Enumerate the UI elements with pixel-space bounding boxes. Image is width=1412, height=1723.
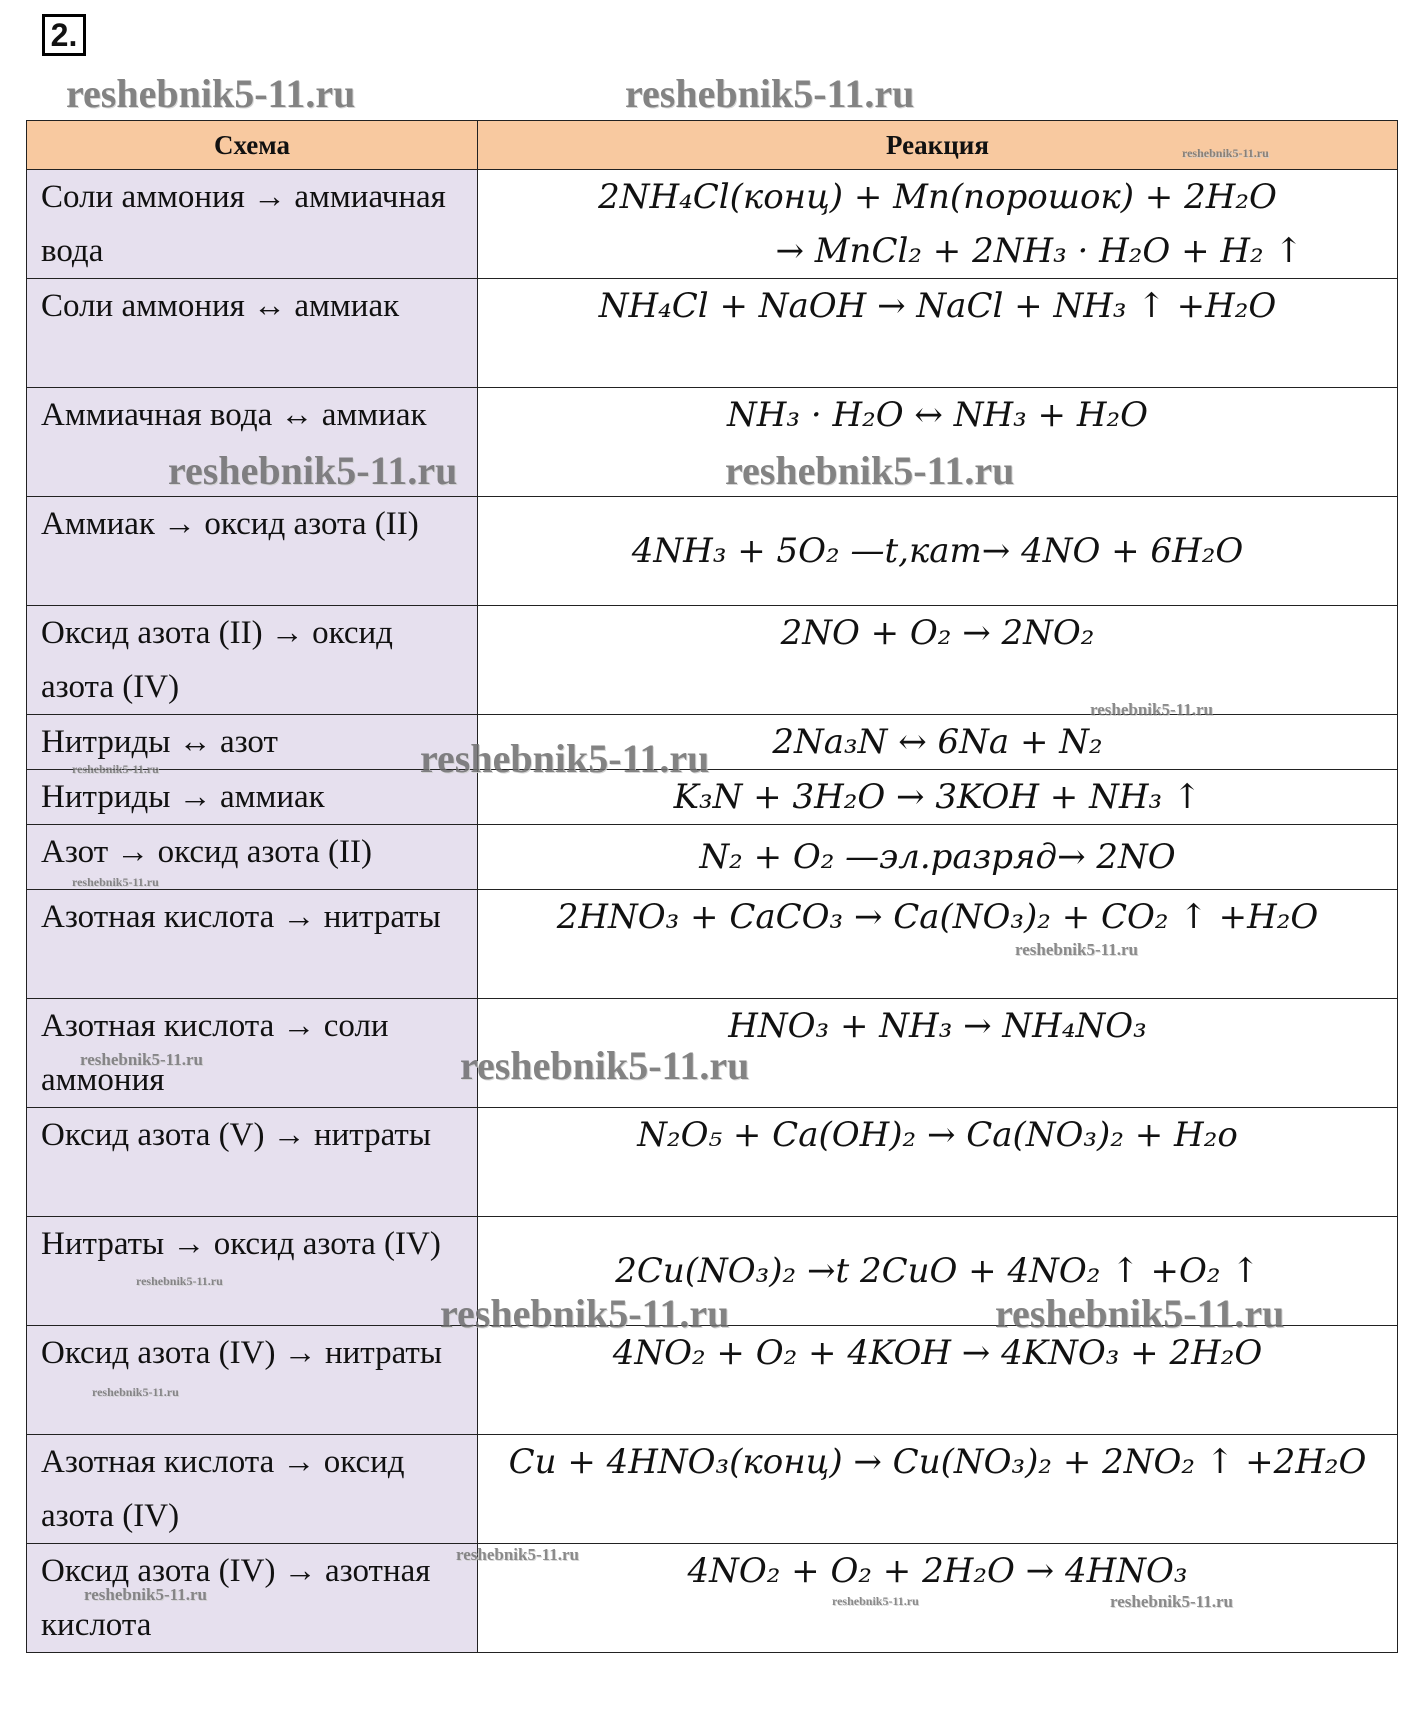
watermark: reshebnik5-11.ru — [440, 1291, 730, 1336]
reaction-cell — [478, 715, 1398, 770]
reaction-cell — [478, 999, 1398, 1108]
watermark: reshebnik5-11.ru — [72, 875, 159, 889]
reaction-cell — [478, 1217, 1398, 1326]
reaction-line: N₂ + O₂ —эл.разряд→ 2NO — [699, 837, 1176, 877]
watermark: reshebnik5-11.ru — [1110, 1592, 1233, 1611]
reaction-line: 2NH₄Cl(конц) + Mn(порошок) + 2H₂O — [598, 177, 1277, 217]
watermark: reshebnik5-11.ru — [460, 1043, 750, 1088]
watermark: reshebnik5-11.ru — [72, 762, 159, 776]
table-row — [27, 1108, 1398, 1217]
watermark: reshebnik5-11.ru — [136, 1274, 223, 1288]
reaction-line: K₃N + 3H₂O → 3KOH + NH₃ ↑ — [673, 777, 1202, 817]
watermark: reshebnik5-11.ru — [1090, 700, 1213, 719]
watermark: reshebnik5-11.ru — [84, 1585, 207, 1604]
watermark: reshebnik5-11.ru — [1015, 940, 1138, 959]
scheme-cell: Оксид азота (IV) → нитраты — [27, 1326, 478, 1435]
table-row — [27, 606, 1398, 715]
scheme-cell: Аммиачная вода ↔ аммиак — [27, 388, 478, 497]
reaction-cell — [478, 1108, 1398, 1217]
table-row — [27, 770, 1398, 825]
watermark: reshebnik5-11.ru — [995, 1291, 1285, 1336]
reaction-cell — [478, 170, 1398, 279]
header-reaction: Реакция — [478, 121, 1398, 170]
reaction-line: → MnCl₂ + 2NH₃ · H₂O + H₂ ↑ — [775, 231, 1303, 271]
table-row — [27, 715, 1398, 770]
reaction-cell — [478, 279, 1398, 388]
table-header-row — [27, 121, 1398, 170]
table-row — [27, 890, 1398, 999]
watermark: reshebnik5-11.ru — [832, 1594, 919, 1608]
scheme-cell: Оксид азота (IV) → азотная кислота — [27, 1544, 478, 1653]
table-row — [27, 1544, 1398, 1653]
watermark: reshebnik5-11.ru — [80, 1050, 203, 1069]
reaction-line: HNO₃ + NH₃ → NH₄NO₃ — [728, 1006, 1147, 1046]
reaction-line: 4NO₂ + O₂ + 2H₂O → 4HNO₃ — [687, 1551, 1188, 1591]
watermark: reshebnik5-11.ru — [456, 1545, 579, 1564]
watermark: reshebnik5-11.ru — [725, 448, 1015, 493]
scheme-cell: Оксид азота (II) → оксид азота (IV) — [27, 606, 478, 715]
table-row — [27, 388, 1398, 497]
reaction-cell — [478, 825, 1398, 890]
reaction-line: NH₄Cl + NaOH → NaCl + NH₃ ↑ +H₂O — [598, 286, 1277, 326]
reaction-cell — [478, 606, 1398, 715]
reaction-cell — [478, 770, 1398, 825]
reaction-cell — [478, 1544, 1398, 1653]
table-row — [27, 1435, 1398, 1544]
scheme-cell: Аммиак → оксид азота (II) — [27, 497, 478, 606]
table-row — [27, 497, 1398, 606]
table-row — [27, 1217, 1398, 1326]
reaction-cell — [478, 890, 1398, 999]
watermark: reshebnik5-11.ru — [66, 71, 356, 116]
task-number: 2. — [42, 14, 86, 56]
reaction-line: 2HNO₃ + CaCO₃ → Ca(NO₃)₂ + CO₂ ↑ +H₂O — [556, 897, 1319, 937]
header-scheme: Схема — [27, 121, 478, 170]
scheme-cell: Нитраты → оксид азота (IV) — [27, 1217, 478, 1326]
table-row — [27, 279, 1398, 388]
scheme-cell: Азот → оксид азота (II) — [27, 825, 478, 890]
scheme-cell: Оксид азота (V) → нитраты — [27, 1108, 478, 1217]
reaction-line: 2Na₃N ↔ 6Na + N₂ — [772, 722, 1103, 762]
reaction-line: 4NO₂ + O₂ + 4KOH → 4KNO₃ + 2H₂O — [612, 1333, 1263, 1373]
reaction-line: N₂O₅ + Ca(OH)₂ → Ca(NO₃)₂ + H₂o — [637, 1115, 1238, 1155]
reaction-line: NH₃ · H₂O ↔ NH₃ + H₂O — [727, 395, 1148, 435]
reaction-cell — [478, 388, 1398, 497]
reaction-line: 2Cu(NO₃)₂ →t 2CuO + 4NO₂ ↑ +O₂ ↑ — [615, 1251, 1260, 1291]
reaction-cell — [478, 1435, 1398, 1544]
reaction-cell — [478, 1326, 1398, 1435]
reaction-cell — [478, 497, 1398, 606]
reaction-line: 2NO + O₂ → 2NO₂ — [780, 613, 1095, 653]
table-row — [27, 825, 1398, 890]
scheme-cell: Азотная кислота → нитраты — [27, 890, 478, 999]
table-row — [27, 999, 1398, 1108]
table-row — [27, 170, 1398, 279]
reactions-table — [26, 120, 1398, 1653]
watermark: reshebnik5-11.ru — [420, 736, 710, 781]
watermark: reshebnik5-11.ru — [168, 448, 458, 493]
scheme-cell: Нитриды ↔ азот — [27, 715, 478, 770]
watermark: reshebnik5-11.ru — [1182, 146, 1269, 160]
reaction-line: 4NH₃ + 5O₂ —t,кат→ 4NO + 6H₂O — [631, 531, 1244, 571]
scheme-cell: Азотная кислота → оксид азота (IV) — [27, 1435, 478, 1544]
scheme-cell: Соли аммония → аммиачная вода — [27, 170, 478, 279]
reaction-line: Cu + 4HNO₃(конц) → Cu(NO₃)₂ + 2NO₂ ↑ +2H₂O — [508, 1442, 1367, 1482]
scheme-cell: Соли аммония ↔ аммиак — [27, 279, 478, 388]
watermark: reshebnik5-11.ru — [92, 1385, 179, 1399]
scheme-cell: Азотная кислота → соли аммония — [27, 999, 478, 1108]
watermark: reshebnik5-11.ru — [625, 71, 915, 116]
scheme-cell: Нитриды → аммиак — [27, 770, 478, 825]
table-row — [27, 1326, 1398, 1435]
